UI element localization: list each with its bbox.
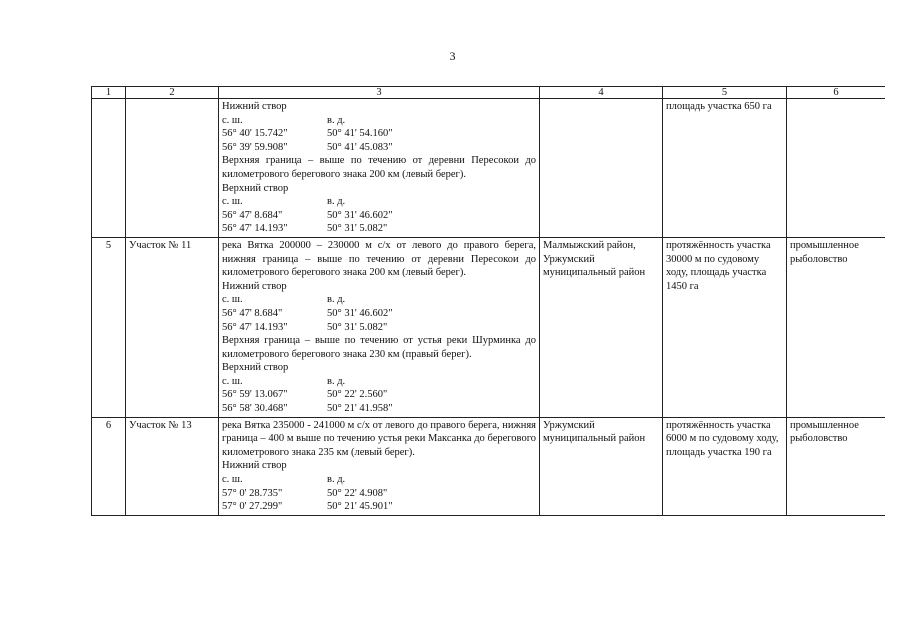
lat-value: 56° 40' 15.742" (222, 128, 288, 140)
area-description: река Вятка 200000 – 230000 м с/х от левого до правого берега, нижняя граница – выше по течению от деревни Пересокои до километрового берегового знака 200 км (левый берег). (222, 239, 536, 279)
lat-value: 56° 47' 14.193" (222, 321, 288, 333)
lat-value: 57° 0' 28.735" (222, 487, 283, 499)
coord-row (222, 222, 536, 236)
coord-row (222, 307, 536, 321)
coord-labels (222, 473, 536, 487)
cell-size: площадь участка 650 га (663, 99, 787, 238)
cell-district: Уржумский муниципальный район (540, 417, 663, 515)
lat-value: 56° 39' 59.908" (222, 141, 288, 153)
table-row (92, 237, 886, 417)
cell-description (219, 99, 540, 238)
fishing-areas-table (91, 86, 885, 516)
header-cell-6: 6 (787, 87, 886, 99)
header-cell-1: 1 (92, 87, 126, 99)
lon-value: 50° 21' 41.958" (327, 403, 393, 415)
coord-row (222, 402, 536, 416)
upper-boundary-text: Верхняя граница – выше по течению от устья реки Шурминка до километрового берегового знака 230 км (правый берег). (222, 335, 536, 360)
coord-row (222, 500, 536, 514)
lon-value: 50° 31' 5.082" (327, 321, 388, 333)
lat-label: с. ш. (222, 474, 243, 486)
lat-label: с. ш. (222, 196, 243, 208)
cell-size: протяжённость участка 30000 м по судовому ходу, площадь участка 1450 га (663, 237, 787, 417)
cell-purpose: промышленное рыболовство (787, 237, 886, 417)
coord-row (222, 127, 536, 141)
cell-size: протяжённость участка 6000 м по судовому ходу, площадь участка 190 га (663, 417, 787, 515)
lon-value: 50° 21' 45.901" (327, 501, 393, 513)
area-description: река Вятка 235000 - 241000 м с/х от левого до правого берега, нижняя граница – 400 м выше по течению устья реки Максанка до берегового километрового знака 235 км (левый берег). (222, 419, 536, 458)
lower-section-title: Нижний створ (222, 101, 287, 112)
lat-label: с. ш. (222, 294, 243, 306)
lon-label: в. д. (327, 114, 346, 126)
table-header-row (92, 87, 886, 99)
lat-value: 56° 58' 30.468" (222, 403, 288, 415)
table-row-continuation (92, 99, 886, 238)
cell-num: 5 (92, 237, 126, 417)
lower-section-title: Нижний створ (222, 280, 287, 292)
lon-value: 50° 41' 45.083" (327, 141, 393, 153)
cell-num: 6 (92, 417, 126, 515)
coord-row (222, 321, 536, 335)
coord-labels (222, 293, 536, 307)
lat-value: 56° 47' 14.193" (222, 223, 288, 235)
lon-value: 50° 22' 2.560" (327, 389, 388, 401)
cell-name: Участок № 11 (126, 237, 219, 417)
cell-district: Малмыжский район, Уржумский муниципальный район (540, 237, 663, 417)
lon-value: 50° 31' 46.602" (327, 307, 393, 319)
cell-district (540, 99, 663, 238)
lat-value: 56° 59' 13.067" (222, 389, 288, 401)
lon-value: 50° 31' 5.082" (327, 223, 388, 235)
upper-section-title: Верхний створ (222, 182, 289, 194)
coord-labels (222, 114, 536, 128)
header-cell-4: 4 (540, 87, 663, 99)
lon-value: 50° 22' 4.908" (327, 487, 388, 499)
coord-labels (222, 195, 536, 209)
table-row (92, 417, 886, 515)
coord-row (222, 141, 536, 155)
lat-value: 57° 0' 27.299" (222, 501, 283, 513)
cell-description (219, 417, 540, 515)
header-cell-5: 5 (663, 87, 787, 99)
lat-value: 56° 47' 8.684" (222, 307, 283, 319)
coord-labels (222, 375, 536, 389)
lower-section-title: Нижний створ (222, 460, 287, 472)
upper-boundary-text: Верхняя граница – выше по течению от деревни Пересокои до километрового берегового знака 200 км (левый берег). (222, 155, 536, 180)
lat-label: с. ш. (222, 114, 243, 126)
coord-row (222, 209, 536, 223)
cell-num (92, 99, 126, 238)
cell-name: Участок № 13 (126, 417, 219, 515)
cell-purpose (787, 99, 886, 238)
cell-description (219, 237, 540, 417)
lon-label: в. д. (327, 196, 346, 208)
page-number: 3 (449, 49, 456, 63)
lon-label: в. д. (327, 294, 346, 306)
lon-label: в. д. (327, 474, 346, 486)
lon-value: 50° 41' 54.160" (327, 128, 393, 140)
lat-value: 56° 47' 8.684" (222, 209, 283, 221)
coord-row (222, 487, 536, 501)
cell-purpose: промышленное рыболовство (787, 417, 886, 515)
lon-value: 50° 31' 46.602" (327, 209, 393, 221)
coord-row (222, 388, 536, 402)
cell-name (126, 99, 219, 238)
upper-section-title: Верхний створ (222, 362, 289, 374)
header-cell-3: 3 (219, 87, 540, 99)
lat-label: с. ш. (222, 375, 243, 387)
lon-label: в. д. (327, 375, 346, 387)
header-cell-2: 2 (126, 87, 219, 99)
